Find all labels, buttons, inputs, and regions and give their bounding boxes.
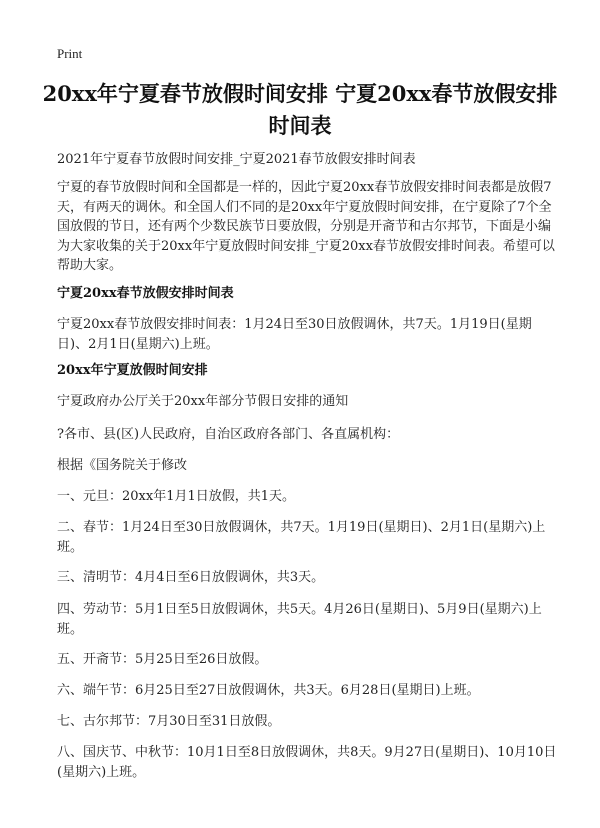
section-heading-spring-festival: 宁夏20xx春节放假安排时间表 xyxy=(57,286,234,301)
list-item: 六、端午节：6月25日至27日放假调休，共3天。6月28日(星期日)上班。 xyxy=(57,683,480,698)
list-item: 七、古尔邦节：7月30日至31日放假。 xyxy=(57,714,281,729)
subtitle: 2021年宁夏春节放假时间安排_宁夏2021春节放假安排时间表 xyxy=(57,152,416,167)
list-item: 三、清明节：4月4日至6日放假调休，共3天。 xyxy=(57,570,325,585)
notice-addressee: ?各市、县(区)人民政府，自治区政府各部门、各直属机构： xyxy=(57,427,400,442)
notice-title: 宁夏政府办公厅关于20xx年部分节假日安排的通知 xyxy=(57,394,349,409)
list-item: 八、国庆节、中秋节：10月1日至8日放假调休，共8天。9月27日(星期日)、10月10日(星期六)上班。 xyxy=(57,745,557,780)
list-item: 五、开斋节：5月25日至26日放假。 xyxy=(57,652,268,667)
page-title: 20xx年宁夏春节放假时间安排 宁夏20xx春节放假安排时间表 xyxy=(42,81,558,138)
list-item: 四、劳动节：5月1日至5日放假调休，共5天。4月26日(星期日)、5月9日(星期六)上班。 xyxy=(57,602,542,637)
section-body-spring-festival: 宁夏20xx春节放假安排时间表：1月24日至30日放假调休，共7天。1月19日(星期日)、2月1日(星期六)上班。 xyxy=(57,317,532,352)
notice-basis: 根据《国务院关于修改 xyxy=(57,458,188,473)
list-item: 二、春节：1月24日至30日放假调休，共7天。1月19日(星期日)、2月1日(星期六)上班。 xyxy=(57,520,546,555)
section-heading-holiday-schedule: 20xx年宁夏放假时间安排 xyxy=(57,363,208,378)
intro-paragraph: 宁夏的春节放假时间和全国都是一样的，因此宁夏20xx春节放假安排时间表都是放假7天，有两天的调休。和全国人们不同的是20xx年宁夏放假时间安排，在宁夏除了7个全国放假的节日，还有两个少数民族节日要放假，分别是开斋节和古尔邦节，下面是小编为大家收集的关于20xx年宁夏放假时间安排_宁夏20xx春节放假安排时间表。希望可以帮助大家。 xyxy=(57,180,555,273)
list-item: 一、元旦：20xx年1月1日放假，共1天。 xyxy=(57,489,296,504)
print-label: Print xyxy=(57,46,83,61)
